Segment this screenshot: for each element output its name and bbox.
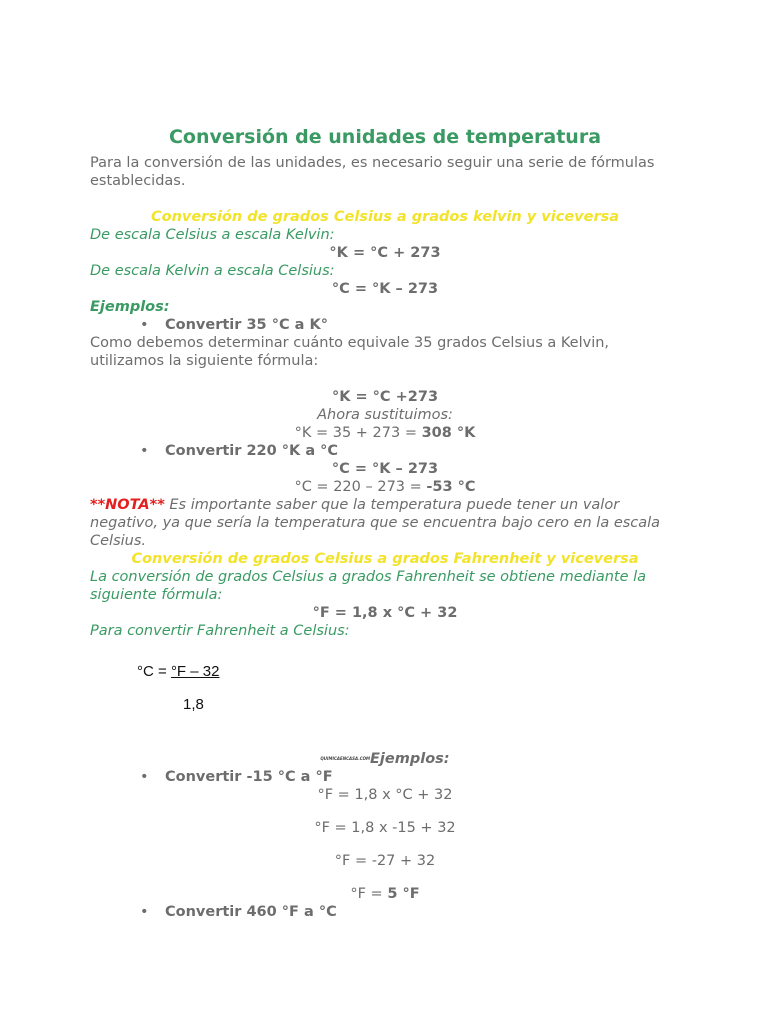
example-result: -53 °C: [426, 479, 476, 495]
bullet-icon: •: [140, 769, 149, 785]
calc-line-3: °F = -27 + 32: [334, 853, 436, 869]
calc-final-result: 5 °F: [387, 886, 420, 902]
note-paragraph: **NOTA** Es importante saber que la temperatura puede tener un valor negativo, ya que sería la temperatura que se encuentra bajo cero en la escala Celsius.: [90, 497, 661, 549]
bullet-icon: •: [140, 317, 149, 333]
substitution-calc: °K = 35 + 273 = 308 °K: [294, 425, 476, 441]
f-to-c-label: Para convertir Fahrenheit a Celsius:: [90, 623, 350, 639]
calc-line-1: °F = 1,8 x °C + 32: [317, 787, 453, 803]
fraction-numerator: °F – 32: [170, 663, 220, 680]
c-to-k-formula: °K = °C + 273: [329, 245, 441, 261]
intro-paragraph: Para la conversión de las unidades, es necesario seguir una serie de fórmulas establecidas.: [90, 155, 655, 189]
substitution-label: Ahora sustituimos:: [317, 407, 453, 423]
bullet-icon: •: [140, 904, 149, 920]
example-minus15c-to-f: [90, 768, 680, 786]
example-220k-to-c: [90, 442, 680, 460]
bullet-icon: •: [140, 443, 149, 459]
c-to-f-formula: °F = 1,8 x °C + 32: [312, 605, 458, 621]
calc-line-2: °F = 1,8 x -15 + 32: [314, 820, 456, 836]
section1-heading: Conversión de grados Celsius a grados kelvin y viceversa: [150, 209, 620, 225]
k-to-c-label: De escala Kelvin a escala Celsius:: [90, 263, 335, 279]
example-formula: °K = °C +273: [331, 389, 439, 405]
fraction-numerator-line: °C = °F – 32: [137, 663, 220, 680]
calc-final: °F = 5 °F: [350, 886, 420, 902]
example-title: Convertir 220 °K a °C: [165, 443, 339, 459]
examples-label-2: QUIMICAENCASA.COMEjemplos:: [320, 751, 450, 767]
example-title: Convertir -15 °C a °F: [165, 769, 333, 785]
examples-label: Ejemplos:: [90, 299, 170, 315]
example-formula: °C = °K – 273: [331, 461, 439, 477]
site-logo: QUIMICAENCASA.COM: [320, 756, 371, 761]
example-35c-to-k: [90, 316, 680, 334]
note-label: **NOTA**: [90, 497, 165, 513]
c-to-k-label: De escala Celsius a escala Kelvin:: [90, 227, 335, 243]
example-calc: °C = 220 – 273 = -53 °C: [294, 479, 476, 495]
example-title: Convertir 35 °C a K°: [165, 317, 328, 333]
section2-heading: Conversión de grados Celsius a grados Fahrenheit y viceversa: [131, 551, 639, 567]
example-460f-to-c: [90, 903, 680, 921]
example-explanation: Como debemos determinar cuánto equivale 35 grados Celsius a Kelvin, utilizamos la siguiente fórmula:: [90, 335, 610, 369]
substitution-result: 308 °K: [421, 425, 476, 441]
document-page: [90, 124, 680, 921]
c-to-f-text: La conversión de grados Celsius a grados Fahrenheit se obtiene mediante la siguiente fórmula:: [90, 569, 647, 603]
example-title: Convertir 460 °F a °C: [165, 904, 337, 920]
k-to-c-formula: °C = °K – 273: [331, 281, 439, 297]
fraction-denominator: 1,8: [183, 696, 204, 713]
fraction-formula-image: [90, 640, 680, 750]
document-title: Conversión de unidades de temperatura: [168, 126, 602, 148]
